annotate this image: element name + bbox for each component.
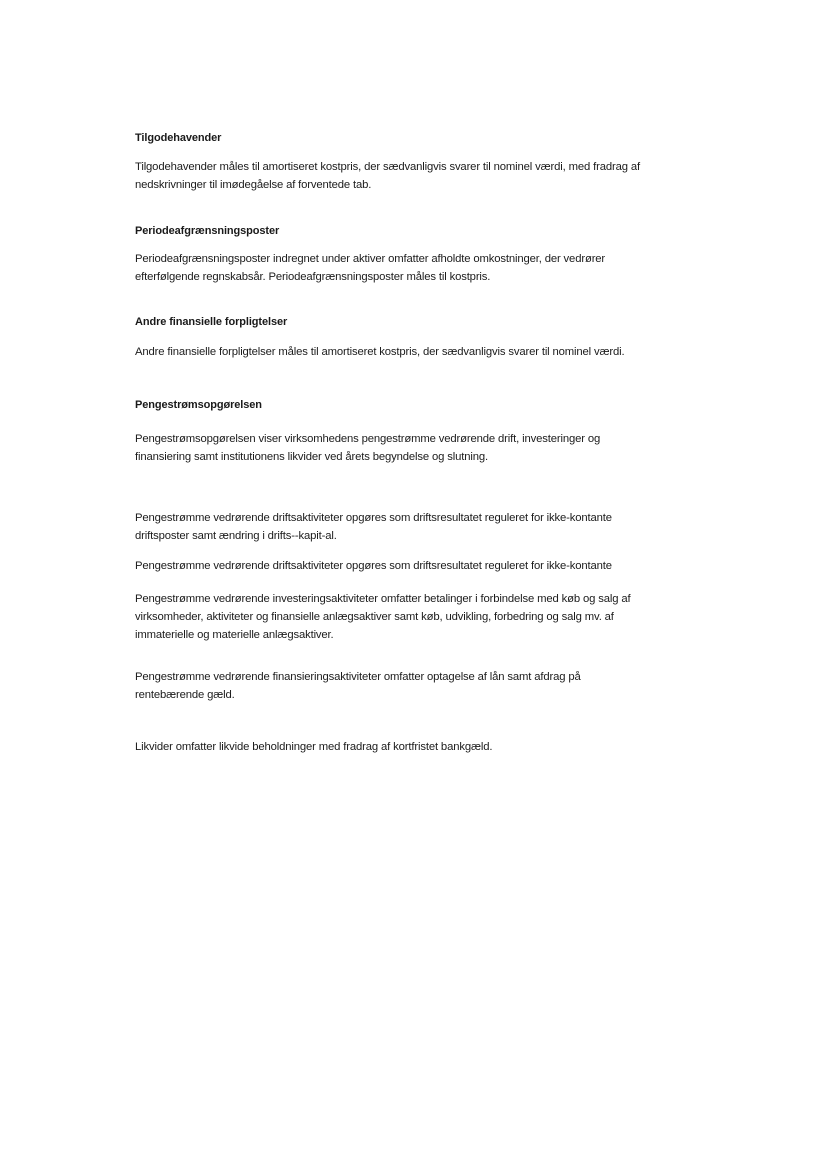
text-line: Periodeafgrænsningsposter indregnet under aktiver omfatter afholdte omkostninger, der vedrører (135, 253, 606, 265)
text-line: Likvider omfatter likvide beholdninger med fradrag af kortfristet bankgæld. (135, 741, 493, 753)
paragraph-periodeafgraensningsposter (135, 250, 605, 286)
text-line: Tilgodehavender måles til amortiseret kostpris, der sædvanligvis svarer til nominel værdi, med fradrag af (135, 161, 640, 173)
paragraph-finansieringsaktiviteter (135, 668, 581, 704)
text-line: immaterielle og materielle anlægsaktiver. (135, 629, 334, 641)
text-line: driftsposter samt ændring i drifts--kapit-al. (135, 530, 337, 542)
paragraph-andre-finansielle-forpligtelser (135, 343, 625, 361)
paragraph-likvider (135, 738, 492, 756)
text-line: efterfølgende regnskabsår. Periodeafgrænsningsposter måles til kostpris. (135, 271, 491, 283)
text-line: Andre finansielle forpligtelser måles til amortiseret kostpris, der sædvanligvis svarer til nominel værdi. (135, 346, 625, 358)
text-line: Pengestrømme vedrørende finansieringsaktiviteter omfatter optagelse af lån samt afdrag på (135, 671, 581, 683)
paragraph-investeringsaktiviteter (135, 590, 630, 644)
text-line: nedskrivninger til imødegåelse af forventede tab. (135, 179, 372, 191)
heading-andre-finansielle-forpligtelser: Andre finansielle forpligtelser (135, 316, 288, 328)
text-line: Pengestrømme vedrørende driftsaktiviteter opgøres som driftsresultatet reguleret for ikke-kontante (135, 560, 612, 572)
paragraph-driftsaktiviteter (135, 509, 612, 545)
text-line: Pengestrømsopgørelsen viser virksomhedens pengestrømme vedrørende drift, investeringer og (135, 433, 601, 445)
text-line: Pengestrømme vedrørende driftsaktiviteter opgøres som driftsresultatet reguleret for ikke-kontante (135, 512, 612, 524)
text-line: virksomheder, aktiviteter og finansielle anlægsaktiver samt køb, udvikling, forbedring og salg mv. af (135, 611, 614, 623)
text-line: finansiering samt institutionens likvider ved årets begyndelse og slutning. (135, 451, 488, 463)
heading-pengestromsopgorelsen: Pengestrømsopgørelsen (135, 399, 262, 411)
heading-tilgodehavender: Tilgodehavender (135, 132, 222, 144)
text-line: rentebærende gæld. (135, 689, 235, 701)
paragraph-tilgodehavender (135, 158, 640, 194)
heading-periodeafgraensningsposter: Periodeafgrænsningsposter (135, 225, 280, 237)
text-line: Pengestrømme vedrørende investeringsaktiviteter omfatter betalinger i forbindelse med køb og salg af (135, 593, 631, 605)
paragraph-driftsaktiviteter-repeat (135, 557, 612, 575)
paragraph-pengestromsopgorelsen (135, 430, 600, 466)
